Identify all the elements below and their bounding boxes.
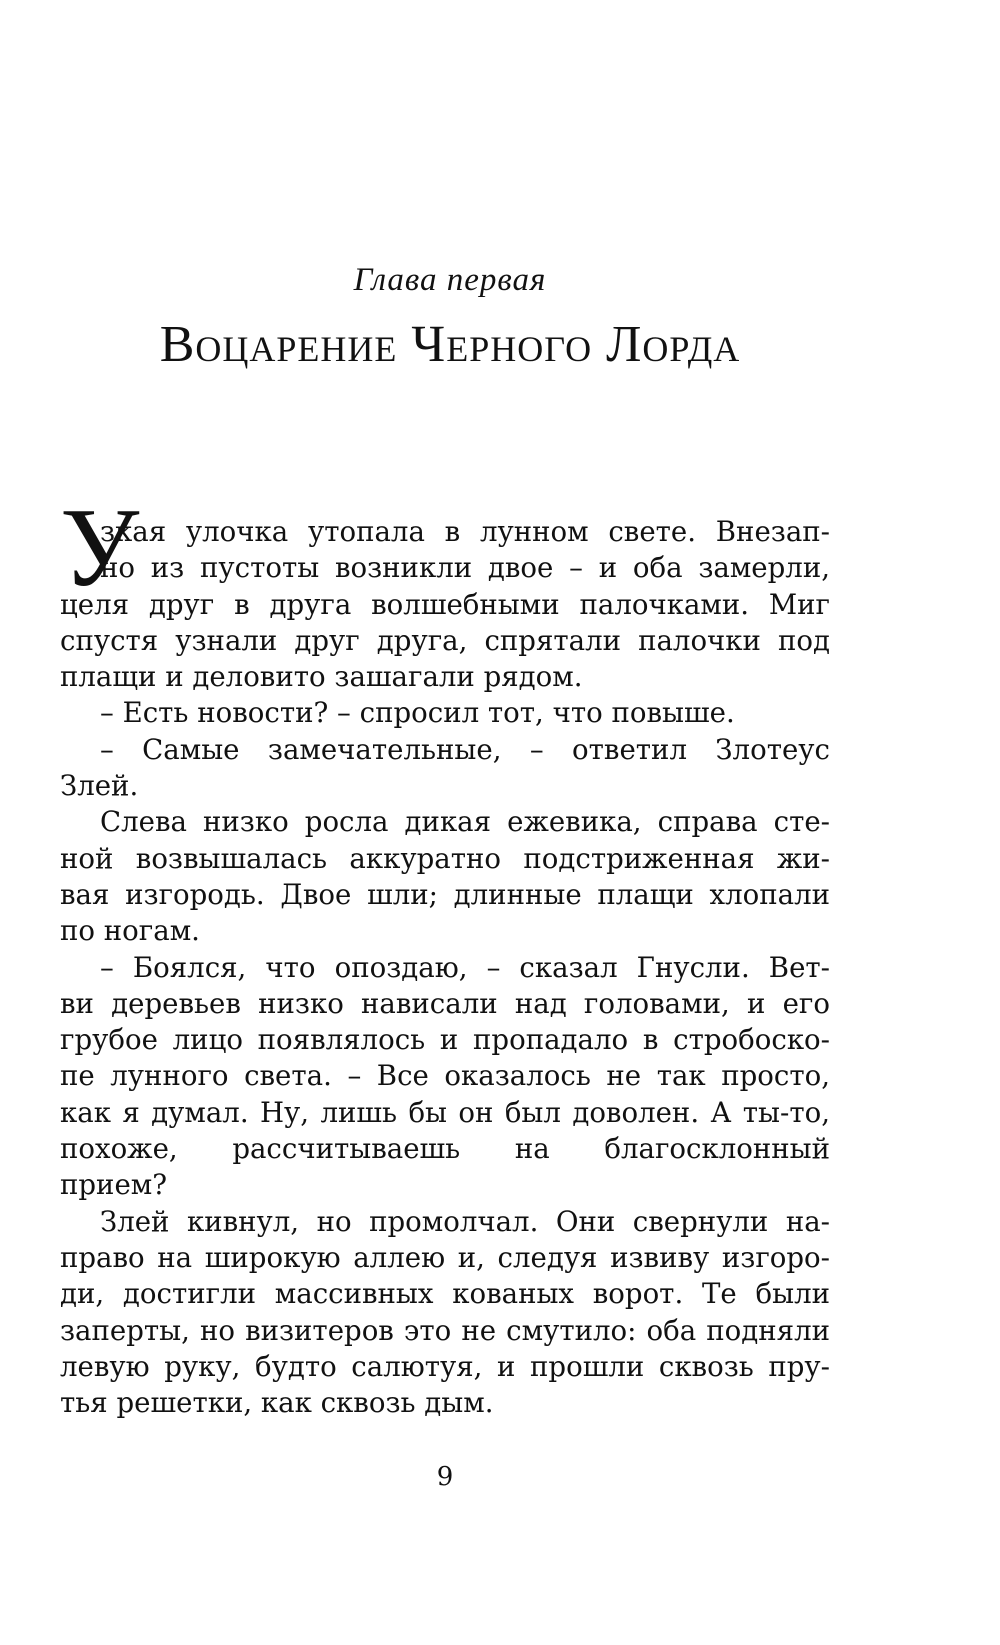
text-line: левую руку, будто салютуя, и прошли сквозь пру- [60, 1349, 830, 1383]
text-line: тья решетки, как сквозь дым. [60, 1386, 494, 1420]
text-line: пе лунного света. – Все оказалось не так просто, [60, 1059, 830, 1093]
text-line: целя друг в друга волшебными палочками. Миг [60, 587, 830, 621]
text-line: – Есть новости? – спросил тот, что повыше. [100, 696, 735, 730]
text-line: как я думал. Ну, лишь бы он был доволен. А ты-то, [60, 1095, 830, 1129]
text-line: Злей. [60, 769, 139, 803]
text-line: зкая улочка утопала в лунном свете. Внезап- [100, 515, 830, 548]
text-line: спустя узнали друг друга, спрятали палочки под [60, 623, 830, 657]
text-line: похоже, рассчитываешь на благосклонный [60, 1132, 830, 1166]
text-line: грубое лицо появлялось и пропадало в стробоско- [60, 1023, 830, 1057]
text-line: право на широкую аллею и, следуя извиву изгоро- [60, 1240, 830, 1274]
text-line: – Самые замечательные, – ответил Злотеус [100, 732, 830, 766]
text-line: ви деревьев низко нависали над головами, и его [60, 986, 830, 1020]
text-line: – Боялся, что опоздаю, – сказал Гнусли. Вет- [100, 950, 830, 984]
text-line: ди, достигли массивных кованых ворот. Те были [60, 1277, 830, 1311]
text-line: заперты, но визитеров это не смутило: оба подняли [60, 1313, 830, 1347]
text-line: ной возвышалась аккуратно подстриженная жи- [60, 841, 830, 875]
drop-cap: У [60, 486, 140, 610]
text-line: прием? [60, 1168, 168, 1202]
page-number: 9 [436, 1462, 454, 1492]
chapter-body [60, 486, 830, 1421]
text-line: Злей кивнул, но промолчал. Они свернули на- [100, 1204, 830, 1238]
text-line: вая изгородь. Двое шли; длинные плащи хлопали [60, 877, 830, 911]
text-line: Слева низко росла дикая ежевика, справа сте- [100, 805, 830, 839]
text-line: по ногам. [60, 914, 200, 948]
chapter-label: Глава первая [353, 262, 547, 298]
text-line: но из пустоты возникли двое – и оба замерли, [100, 551, 830, 585]
text-line: плащи и деловито зашагали рядом. [60, 660, 583, 694]
chapter-title: Воцарение Черного Лорда [159, 316, 741, 373]
